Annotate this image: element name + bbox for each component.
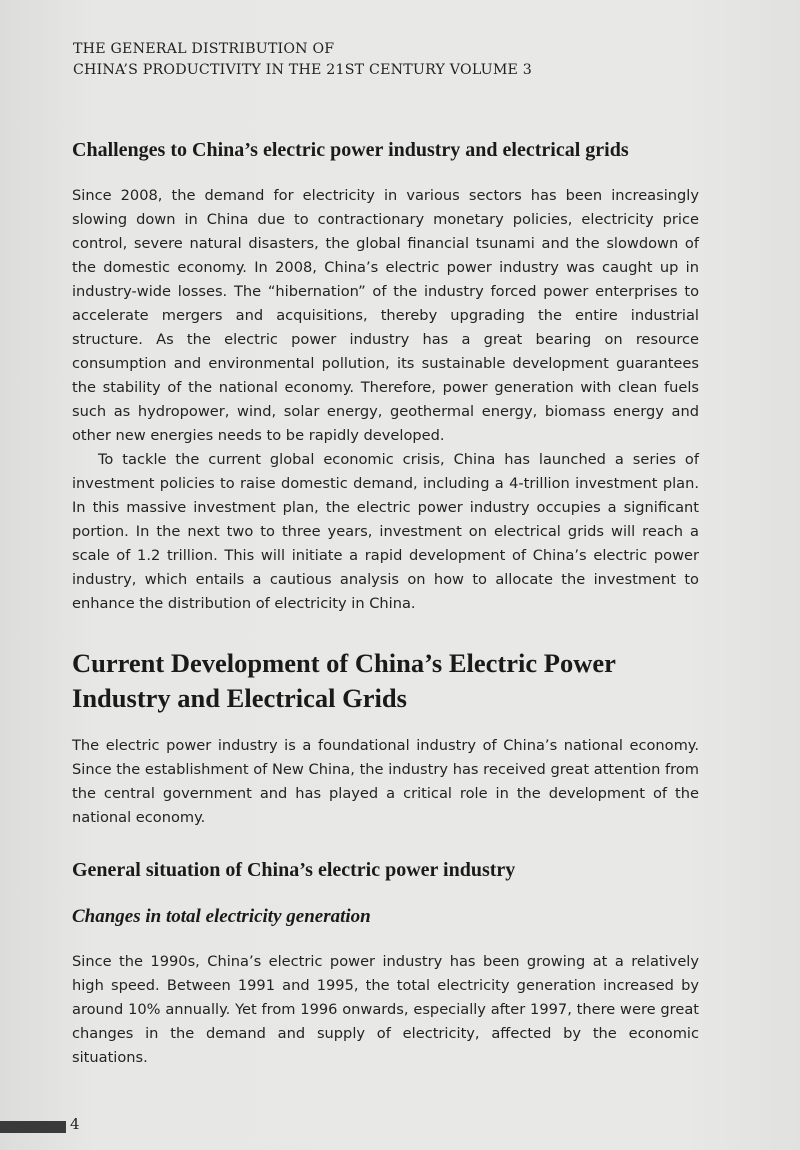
paragraph-generation: Since the 1990s, China’s electric power industry has been growing at a relatively high speed. Between 1991 and 1995, the total electricity generation increased by around 10% annually. Yet from 1996 onwards, especially after 1997, there were great changes in the demand and supply of electricity, affected by the economic situations. [72, 953, 699, 1066]
section-heading-general-situation: General situation of China’s electric power industry [72, 859, 516, 881]
paragraph-challenges-1: Since 2008, the demand for electricity in various sectors has been increasingly slowing down in China due to contractionary monetary policies, electricity price control, severe natural disasters, the global financial tsunami and the slowdown of the domestic economy. In 2008, China’s electric power industry was caught up in industry-wide losses. The “hibernation” of the industry forced power enterprises to accelerate mergers and acquisitions, thereby upgrading the entire industrial structure. As the electric power industry has a great bearing on resource consumption and environmental pollution, its sustainable development guarantees the stability of the national economy. Therefore, power generation with clean fuels such as hydropower, wind, solar energy, geothermal energy, biomass energy and other new energies needs to be rapidly developed. [72, 187, 699, 444]
chapter-heading-line-1: Current Development of China’s Electric Power [72, 648, 616, 678]
section-heading-challenges: Challenges to China’s electric power industry and electrical grids [72, 139, 629, 161]
paragraph-chapter-intro: The electric power industry is a foundational industry of China’s national economy. Since the establishment of New China, the industry has received great attention from the central government and has played a critical role in the development of the national economy. [72, 737, 699, 826]
paragraph-challenges-2: To tackle the current global economic crisis, China has launched a series of investment policies to raise domestic demand, including a 4-trillion investment plan. In this massive investment plan, the electric power industry occupies a significant portion. In the next two to three years, investment on electrical grids will reach a scale of 1.2 trillion. This will initiate a rapid development of China’s electric power industry, which entails a cautious analysis on how to allocate the investment to enhance the distribution of electricity in China. [72, 451, 699, 612]
footer-bar [0, 1121, 66, 1133]
page-number: 4 [70, 1115, 80, 1133]
running-head-line-2: CHINA’S PRODUCTIVITY IN THE 21ST CENTURY VOLUME 3 [73, 62, 533, 78]
chapter-heading [72, 646, 699, 716]
running-head-line-1: THE GENERAL DISTRIBUTION OF [73, 41, 335, 57]
chapter-heading-line-2: Industry and Electrical Grids [72, 683, 407, 713]
page-body [72, 136, 699, 1070]
running-head [73, 39, 713, 81]
subsection-heading-generation: Changes in total electricity generation [72, 906, 371, 927]
